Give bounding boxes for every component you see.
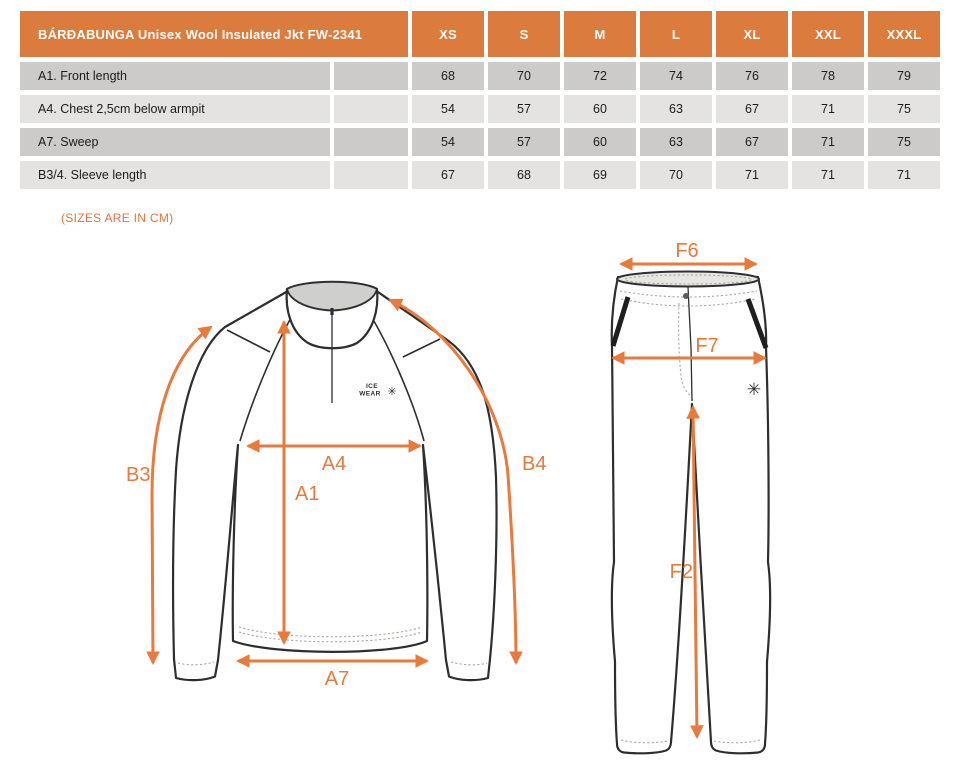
cell-value: 67: [716, 95, 788, 123]
cell-value: 63: [640, 95, 712, 123]
row-label-front-length: A1. Front length: [20, 62, 330, 90]
table-title: BÁRÐABUNGA Unisex Wool Insulated Jkt FW-2341: [20, 11, 408, 57]
garment-diagrams: [0, 230, 967, 780]
spacer-cell: [334, 161, 408, 189]
spacer-cell: [334, 95, 408, 123]
cell-value: 71: [792, 128, 864, 156]
logo-text-ice: ICE: [365, 383, 379, 390]
size-header-xxxl: XXXL: [868, 11, 940, 57]
cell-value: 60: [564, 128, 636, 156]
cell-value: 67: [412, 161, 484, 189]
cell-value: 75: [868, 95, 940, 123]
size-header-xs: XS: [412, 11, 484, 57]
jacket-drawing: [126, 282, 546, 690]
measure-label-f2: F2: [669, 561, 693, 583]
cell-value: 60: [564, 95, 636, 123]
cell-value: 71: [716, 161, 788, 189]
measure-label-a1: A1: [295, 483, 320, 505]
logo-text-wear: WEAR: [359, 390, 381, 398]
cell-value: 70: [640, 161, 712, 189]
cell-value: 57: [488, 128, 560, 156]
cell-value: 71: [792, 161, 864, 189]
measure-label-b3: B3: [126, 464, 151, 486]
pants-button: [683, 293, 689, 299]
size-header-s: S: [488, 11, 560, 57]
snowflake-icon: ✳: [746, 380, 762, 399]
size-header-xl: XL: [716, 11, 788, 57]
cell-value: 54: [412, 128, 484, 156]
cell-value: 75: [868, 128, 940, 156]
cell-value: 79: [868, 62, 940, 90]
cell-value: 78: [792, 62, 864, 90]
row-label-sleeve-length: B3/4. Sleeve length: [20, 161, 330, 189]
units-note: (SIZES ARE IN CM): [61, 211, 174, 225]
cell-value: 54: [412, 95, 484, 123]
measure-label-b4: B4: [522, 453, 547, 475]
cell-value: 74: [640, 62, 712, 90]
spacer-cell: [334, 128, 408, 156]
cell-value: 70: [488, 62, 560, 90]
cell-value: 71: [868, 161, 940, 189]
measure-label-f7: F7: [695, 335, 719, 357]
size-header-xxl: XXL: [792, 11, 864, 57]
cell-value: 67: [716, 128, 788, 156]
cell-value: 76: [716, 62, 788, 90]
cell-value: 69: [564, 161, 636, 189]
cell-value: 57: [488, 95, 560, 123]
cell-value: 68: [412, 62, 484, 90]
size-chart-table: [20, 11, 940, 189]
size-header-l: L: [640, 11, 712, 57]
measure-label-f6: F6: [675, 240, 699, 262]
size-header-m: M: [564, 11, 636, 57]
pants-drawing: [612, 240, 770, 753]
snowflake-icon: ✳: [387, 386, 397, 398]
cell-value: 72: [564, 62, 636, 90]
row-label-chest: A4. Chest 2,5cm below armpit: [20, 95, 330, 123]
cell-value: 71: [792, 95, 864, 123]
cell-value: 63: [640, 128, 712, 156]
measure-label-a4: A4: [321, 453, 347, 475]
row-label-sweep: A7. Sweep: [20, 128, 330, 156]
spacer-cell: [334, 62, 408, 90]
measure-label-a7: A7: [324, 668, 350, 690]
cell-value: 68: [488, 161, 560, 189]
